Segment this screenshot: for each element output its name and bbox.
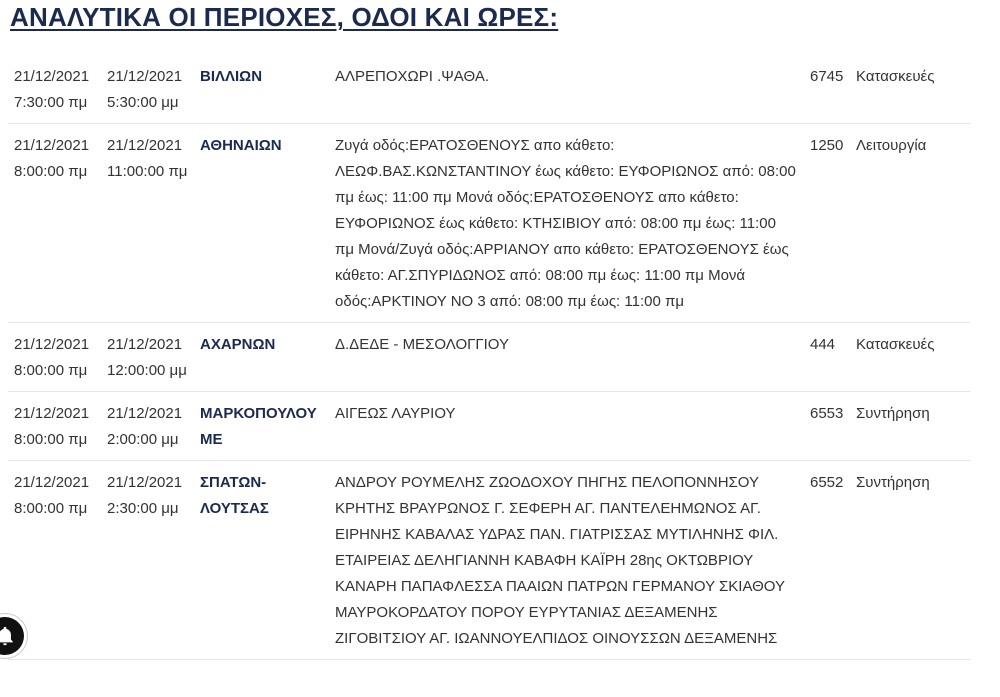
outage-type: Συντήρηση <box>850 461 970 660</box>
outage-type: Συντήρηση <box>850 392 970 461</box>
area-name: ΜΑΡΚΟΠΟΥΛΟΥ ΜΕ <box>194 392 329 461</box>
page-title: ΑΝΑΛΥΤΙΚΑ ΟΙ ΠΕΡΙΟΧΕΣ, ΟΔΟΙ ΚΑΙ ΩΡΕΣ: <box>10 2 559 32</box>
outage-type: Κατασκευές <box>850 323 970 392</box>
end-datetime: 21/12/2021 5:30:00 μμ <box>101 63 194 124</box>
table-row <box>8 124 970 323</box>
end-datetime: 21/12/2021 11:00:00 πμ <box>101 124 194 323</box>
area-name: ΒΙΛΛΙΩΝ <box>194 63 329 124</box>
start-datetime: 21/12/2021 8:00:00 πμ <box>8 461 101 660</box>
affected-streets: ΑΝΔΡΟΥ ΡΟΥΜΕΛΗΣ ΖΩΟΔΟΧΟΥ ΠΗΓΗΣ ΠΕΛΟΠΟΝΝΗΣΟΥ ΚΡΗΤΗΣ ΒΡΑΥΡΩΝΟΣ Γ. ΣΕΦΕΡΗ ΑΓ. ΠΑΝΤΕΛΕΗΜΩΝΟΣ ΑΓ. ΕΙΡΗΝΗΣ ΚΑΒΑΛΑΣ ΥΔΡΑΣ ΠΑΝ. ΓΙΑΤΡΙΣΣΑΣ ΜΥΤΙΛΗΝΗΣ ΦΙΛ. ΕΤΑΙΡΕΙΑΣ ΔΕΛΗΓΙΑΝΝΗ ΚΑΒΑΦΗ ΚΑΪΡΗ 28ης ΟΚΤΩΒΡΙΟΥ ΚΑΝΑΡΗ ΠΑΠΑΦΛΕΣΣΑ ΠΑΑΙΩΝ ΠΑΤΡΩΝ ΓΕΡΜΑΝΟΥ ΣΚΙΑΘΟΥ ΜΑΥΡΟΚΟΡΔΑΤΟΥ ΠΟΡΟΥ ΕΥΡΥΤΑΝΙΑΣ ΔΕΞΑΜΕΝΗΣ ΖΙΓΟΒΙΤΣΙΟΥ ΑΓ. ΙΩΑΝΝΟΥΕΛΠΙΔΟΣ ΟΙΝΟΥΣΣΩΝ ΔΕΞΑΜΕΝΗΣ <box>329 461 804 660</box>
table-row <box>8 392 970 461</box>
start-datetime: 21/12/2021 8:00:00 πμ <box>8 124 101 323</box>
start-datetime: 21/12/2021 8:00:00 πμ <box>8 323 101 392</box>
end-datetime: 21/12/2021 12:00:00 μμ <box>101 323 194 392</box>
table-row <box>8 63 970 124</box>
area-name: ΑΧΑΡΝΩΝ <box>194 323 329 392</box>
table-row <box>8 461 970 660</box>
affected-streets: ΑΛΡΕΠΟΧΩΡΙ .ΨΑΘΑ. <box>329 63 804 124</box>
start-datetime: 21/12/2021 7:30:00 πμ <box>8 63 101 124</box>
outage-type: Κατασκευές <box>850 63 970 124</box>
end-datetime: 21/12/2021 2:30:00 μμ <box>101 461 194 660</box>
affected-streets: ΑΙΓΕΩΣ ΛΑΥΡΙΟΥ <box>329 392 804 461</box>
affected-streets: Ζυγά οδός:ΕΡΑΤΟΣΘΕΝΟΥΣ απο κάθετο: ΛΕΩΦ.ΒΑΣ.ΚΩΝΣΤΑΝΤΙΝΟΥ έως κάθετο: ΕΥΦΟΡΙΩΝΟΣ από: 08:00 πμ έως: 11:00 πμ Μονά οδός:ΕΡΑΤΟΣΘΕΝΟΥΣ απο κάθετο: ΕΥΦΟΡΙΩΝΟΣ έως κάθετο: ΚΤΗΣΙΒΙΟΥ από: 08:00 πμ έως: 11:00 πμ Μονά/Ζυγά οδός:ΑΡΡΙΑΝΟΥ απο κάθετο: ΕΡΑΤΟΣΘΕΝΟΥΣ έως κάθετο: ΑΓ.ΣΠΥΡΙΔΩΝΟΣ από: 08:00 πμ έως: 11:00 πμ Μονά οδός:ΑΡΚΤΙΝΟΥ ΝΟ 3 από: 08:00 πμ έως: 11:00 πμ <box>329 124 804 323</box>
area-name: ΑΘΗΝΑΙΩΝ <box>194 124 329 323</box>
end-datetime: 21/12/2021 2:00:00 μμ <box>101 392 194 461</box>
outage-type: Λειτουργία <box>850 124 970 323</box>
affected-streets: Δ.ΔΕΔΕ - ΜΕΣΟΛΟΓΓΙΟΥ <box>329 323 804 392</box>
table-row <box>8 323 970 392</box>
outage-number: 1250 <box>804 124 850 323</box>
outage-number: 6745 <box>804 63 850 124</box>
area-name: ΣΠΑΤΩΝ-ΛΟΥΤΣΑΣ <box>194 461 329 660</box>
start-datetime: 21/12/2021 8:00:00 πμ <box>8 392 101 461</box>
outage-number: 444 <box>804 323 850 392</box>
outage-schedule-table <box>8 63 970 660</box>
outage-number: 6552 <box>804 461 850 660</box>
outage-number: 6553 <box>804 392 850 461</box>
bell-icon <box>0 625 16 647</box>
